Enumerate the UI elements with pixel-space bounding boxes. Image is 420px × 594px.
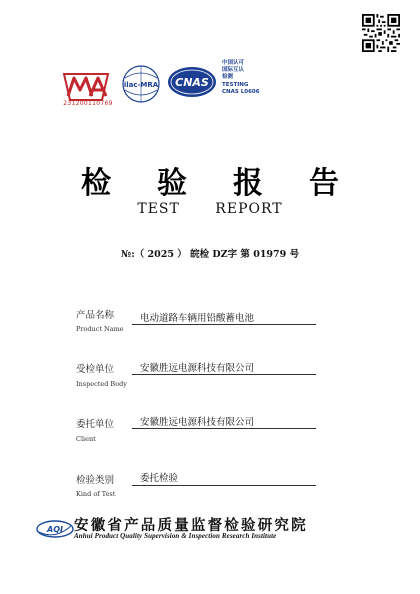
cnas-mark-text: CNAS	[175, 76, 209, 89]
title-char: 验	[157, 166, 187, 201]
cnas-accreditation-text	[222, 60, 272, 96]
report-title-english: TEST REPORT	[137, 201, 283, 217]
underline	[132, 374, 316, 375]
cnas-line: 检测	[222, 74, 234, 81]
title-char: 检	[81, 166, 111, 201]
aqi-logo	[36, 520, 74, 538]
underline	[132, 428, 316, 429]
qr-code	[362, 14, 400, 52]
aqi-logo-text: AQI	[47, 525, 63, 534]
field-value-kind-of-test: 委托检验	[140, 473, 179, 484]
cma-code: 231200110769	[63, 100, 113, 107]
field-label-inspected-body: 受检单位	[76, 364, 115, 375]
field-sublabel-inspected-body: Inspected Body	[76, 380, 127, 388]
cnas-logo	[166, 60, 218, 104]
report-number: №:（ 2025 ） 皖检 DZ字 第 01979 号	[120, 249, 300, 260]
cnas-line: CNAS L0606	[222, 88, 260, 95]
underline	[132, 485, 316, 486]
report-title	[0, 158, 420, 202]
institute-name-cn: 安徽省产品质量监督检验研究院	[74, 518, 308, 534]
field-sublabel-client: Client	[76, 435, 96, 443]
field-label-product-name: 产品名称	[76, 310, 115, 321]
field-sublabel-product-name: Product Name	[76, 325, 124, 333]
field-value-product-name: 电动道路车辆用铅酸蓄电池	[140, 313, 255, 324]
title-char: 告	[309, 166, 339, 201]
ilac-mra-text: ilac-MRA	[123, 81, 159, 89]
field-label-client: 委托单位	[76, 419, 115, 430]
title-char: 报	[233, 166, 263, 201]
field-value-client: 安徽胜远电源科技有限公司	[140, 417, 255, 428]
institute-name-en: Anhui Product Quality Supervision & Inspection Research Institute	[74, 532, 277, 540]
ilac-mra-logo	[118, 62, 164, 106]
field-value-inspected-body: 安徽胜远电源科技有限公司	[140, 363, 255, 374]
cnas-line: TESTING	[222, 81, 249, 88]
field-sublabel-kind-of-test: Kind of Test	[76, 490, 116, 498]
cnas-line: 国际互认	[222, 67, 245, 74]
cnas-line: 中国认可	[222, 60, 245, 66]
underline	[132, 324, 316, 325]
field-label-kind-of-test: 检验类别	[76, 475, 115, 486]
